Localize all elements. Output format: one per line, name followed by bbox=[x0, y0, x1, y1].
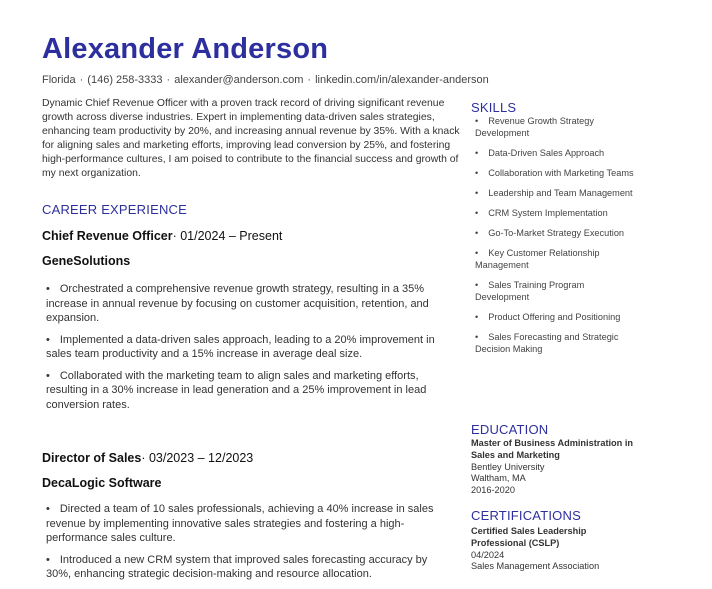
bullet-icon: • bbox=[475, 248, 479, 258]
contact-linkedin[interactable]: linkedin.com/in/alexander-anderson bbox=[315, 74, 489, 86]
skill-text: Leadership and Team Management bbox=[488, 188, 633, 198]
school-name: Bentley University bbox=[471, 461, 545, 472]
education-dates: 2016-2020 bbox=[471, 485, 515, 496]
list-item bbox=[475, 187, 635, 199]
job-dates: · 03/2023 – 12/2023 bbox=[141, 451, 254, 465]
skill-text: Product Offering and Positioning bbox=[488, 312, 621, 322]
education-heading: EDUCATION bbox=[471, 422, 549, 437]
bullet-text: Collaborated with the marketing team to align sales and marketing efforts, resulting in a 30% increase in lead generation and a 25% improvement in lead conversion rates. bbox=[46, 369, 427, 411]
bullet-icon: • bbox=[46, 369, 50, 382]
job-role: Director of Sales bbox=[42, 451, 142, 465]
contact-phone: (146) 258-3333 bbox=[87, 74, 163, 86]
bullet-icon: • bbox=[475, 116, 479, 126]
list-item bbox=[475, 311, 635, 323]
list-item bbox=[46, 553, 444, 582]
job-role: Chief Revenue Officer bbox=[42, 229, 173, 243]
certification-issuer: Sales Management Association bbox=[471, 561, 600, 572]
list-item bbox=[475, 147, 635, 159]
summary-paragraph: Dynamic Chief Revenue Officer with a proven track record of driving significant revenue growth across diverse industries. Expert in implementing data-driven sales strategies, enhancing team productivity by 20%, and increasing annual revenue by 35%. With a knack for aligning sales and marketing efforts, improving lead conversion by 25%, and fostering high-performance cultures, I am poised to contribute to the financial success and growth of my next organization. bbox=[42, 98, 460, 179]
list-item bbox=[46, 369, 444, 413]
skill-text: Sales Training Program Development bbox=[475, 280, 585, 302]
contact-separator: · bbox=[166, 74, 171, 86]
list-item bbox=[475, 331, 635, 355]
company-name-2: DecaLogic Software bbox=[42, 476, 162, 490]
bullet-icon: • bbox=[475, 148, 479, 158]
bullet-text: Implemented a data-driven sales approach, leading to a 20% improvement in sales team productivity and a 15% increase in average deal size. bbox=[46, 333, 435, 360]
resume-name: Alexander Anderson bbox=[42, 33, 329, 65]
list-item bbox=[475, 247, 635, 271]
bullet-text: Directed a team of 10 sales professionals, achieving a 40% increase in sales revenue by implementing innovative sales strategies and fostering a high-performance sales culture. bbox=[46, 503, 434, 544]
bullet-icon: • bbox=[475, 188, 479, 198]
bullet-icon: • bbox=[46, 333, 50, 346]
list-item bbox=[46, 333, 444, 362]
bullet-icon: • bbox=[46, 553, 50, 566]
list-item bbox=[475, 115, 635, 139]
school-location: Waltham, MA bbox=[471, 473, 526, 484]
skill-text: CRM System Implementation bbox=[488, 208, 608, 218]
bullet-icon: • bbox=[475, 228, 479, 238]
contact-email[interactable]: alexander@anderson.com bbox=[174, 74, 304, 86]
contact-separator: · bbox=[307, 74, 312, 86]
skills-heading: SKILLS bbox=[471, 100, 517, 115]
skill-text: Revenue Growth Strategy Development bbox=[475, 116, 594, 138]
degree-name: Master of Business Administration in Sales and Marketing bbox=[471, 438, 633, 460]
bullet-icon: • bbox=[475, 280, 479, 290]
list-item bbox=[475, 167, 635, 179]
skill-text: Sales Forecasting and Strategic Decision Making bbox=[475, 332, 619, 354]
job-title-2 bbox=[42, 451, 253, 465]
bullet-icon: • bbox=[475, 312, 479, 322]
list-item bbox=[475, 279, 635, 303]
bullet-text: Orchestrated a comprehensive revenue growth strategy, resulting in a 35% increase in annual revenue by focusing on customer acquisition, retention, and expansion. bbox=[46, 283, 429, 324]
list-item bbox=[46, 502, 444, 546]
skill-text: Go-To-Market Strategy Execution bbox=[488, 228, 625, 238]
skill-text: Data-Driven Sales Approach bbox=[488, 148, 605, 158]
certification-name: Certified Sales Leadership Professional (CSLP) bbox=[471, 526, 587, 548]
list-item bbox=[46, 282, 444, 326]
job-dates: · 01/2024 – Present bbox=[172, 229, 283, 243]
certification-date: 04/2024 bbox=[471, 549, 505, 560]
bullet-icon: • bbox=[46, 503, 50, 515]
certification-entry bbox=[471, 526, 641, 573]
bullet-icon: • bbox=[46, 283, 50, 295]
career-experience-heading: CAREER EXPERIENCE bbox=[42, 202, 187, 217]
bullet-text: Introduced a new CRM system that improved sales forecasting accuracy by 30%, enhancing strategic decision-making and resource allocation. bbox=[46, 553, 428, 580]
contact-location: Florida bbox=[42, 74, 76, 86]
contact-line bbox=[42, 74, 489, 86]
bullet-icon: • bbox=[475, 208, 479, 218]
bullet-icon: • bbox=[475, 332, 479, 342]
skills-list bbox=[475, 115, 635, 363]
job-title-1 bbox=[42, 229, 282, 243]
list-item bbox=[475, 207, 635, 219]
education-entry bbox=[471, 438, 641, 497]
certifications-heading: CERTIFICATIONS bbox=[471, 508, 581, 523]
company-name-1: GeneSolutions bbox=[42, 254, 131, 268]
job-1-bullets bbox=[46, 282, 444, 419]
list-item bbox=[475, 227, 635, 239]
skill-text: Collaboration with Marketing Teams bbox=[488, 168, 634, 178]
skill-text: Key Customer Relationship Management bbox=[475, 248, 600, 270]
contact-separator: · bbox=[79, 74, 84, 86]
bullet-icon: • bbox=[475, 168, 479, 178]
